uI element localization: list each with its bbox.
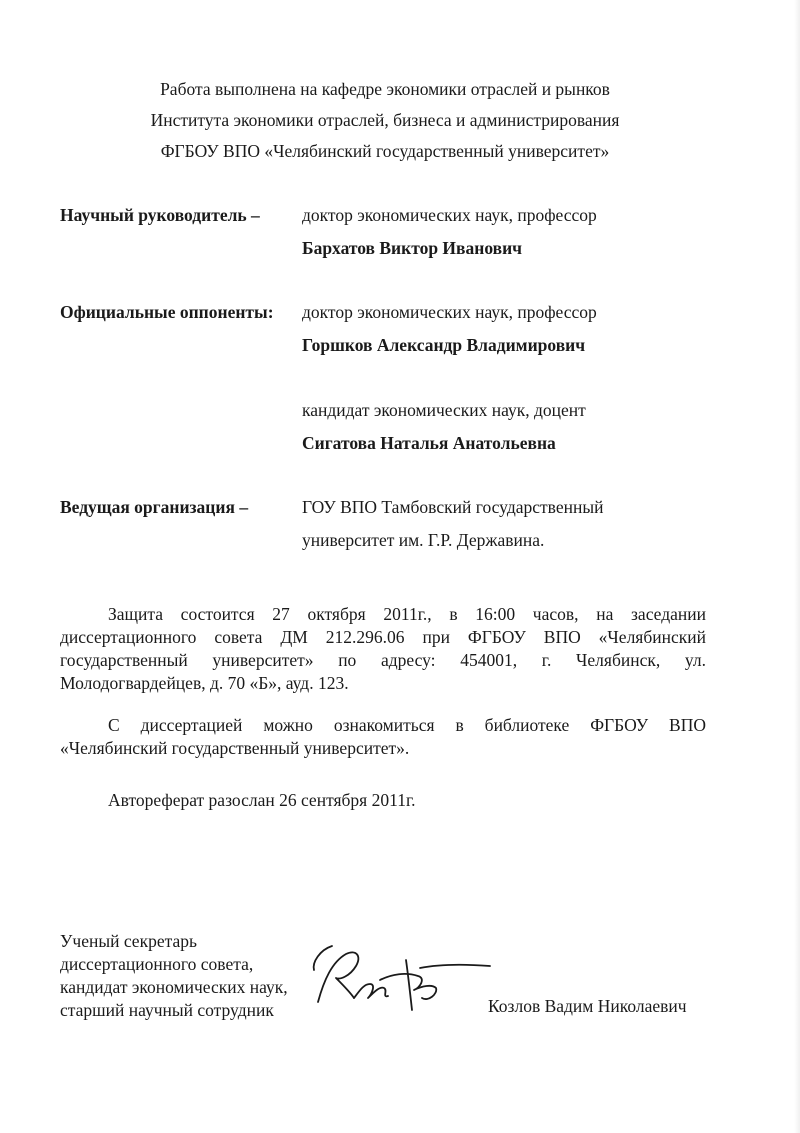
defense-line-1: Защита состоится 27 октября 2011г., в 16:00 часов, на заседании — [108, 604, 706, 624]
header-line-2: Института экономики отраслей, бизнеса и администрирования — [150, 110, 620, 130]
opponent-2-name: Сигатова Наталья Анатольевна — [302, 433, 556, 453]
secretary-line-2: диссертационного совета, — [60, 954, 254, 974]
mailing-date: Автореферат разослан 26 сентября 2011г. — [108, 790, 416, 810]
opponents-label: Официальные оппоненты: — [60, 302, 274, 322]
leading-org-line-1: ГОУ ВПО Тамбовский государственный — [302, 497, 604, 517]
supervisor-label: Научный руководитель – — [60, 205, 260, 225]
defense-line-2: диссертационного совета ДМ 212.296.06 при ФГБОУ ВПО «Челябинский — [60, 627, 706, 647]
scan-edge-shadow — [794, 0, 800, 1133]
handwritten-signature — [310, 940, 500, 1020]
secretary-line-3: кандидат экономических наук, — [60, 977, 288, 997]
header-line-3: ФГБОУ ВПО «Челябинский государственный университет» — [160, 141, 610, 161]
supervisor-title: доктор экономических наук, профессор — [302, 205, 597, 225]
opponent-1-title: доктор экономических наук, профессор — [302, 302, 597, 322]
secretary-line-1: Ученый секретарь — [60, 931, 197, 951]
opponent-2-title: кандидат экономических наук, доцент — [302, 400, 586, 420]
defense-line-3: государственный университет» по адресу: 454001, г. Челябинск, ул. — [60, 650, 706, 670]
leading-org-label: Ведущая организация – — [60, 497, 249, 517]
secretary-line-4: старший научный сотрудник — [60, 1000, 274, 1020]
library-line-1: С диссертацией можно ознакомиться в библиотеке ФГБОУ ВПО — [108, 715, 706, 735]
secretary-block — [60, 930, 288, 1022]
supervisor-name: Бархатов Виктор Иванович — [302, 238, 523, 258]
header-line-1: Работа выполнена на кафедре экономики отраслей и рынков — [160, 79, 610, 99]
leading-org-line-2: университет им. Г.Р. Державина. — [302, 530, 545, 550]
defense-line-4: Молодогвардейцев, д. 70 «Б», ауд. 123. — [60, 673, 349, 693]
library-line-2: «Челябинский государственный университет». — [60, 738, 410, 758]
secretary-name: Козлов Вадим Николаевич — [488, 996, 687, 1016]
opponent-1-name: Горшков Александр Владимирович — [302, 335, 586, 355]
